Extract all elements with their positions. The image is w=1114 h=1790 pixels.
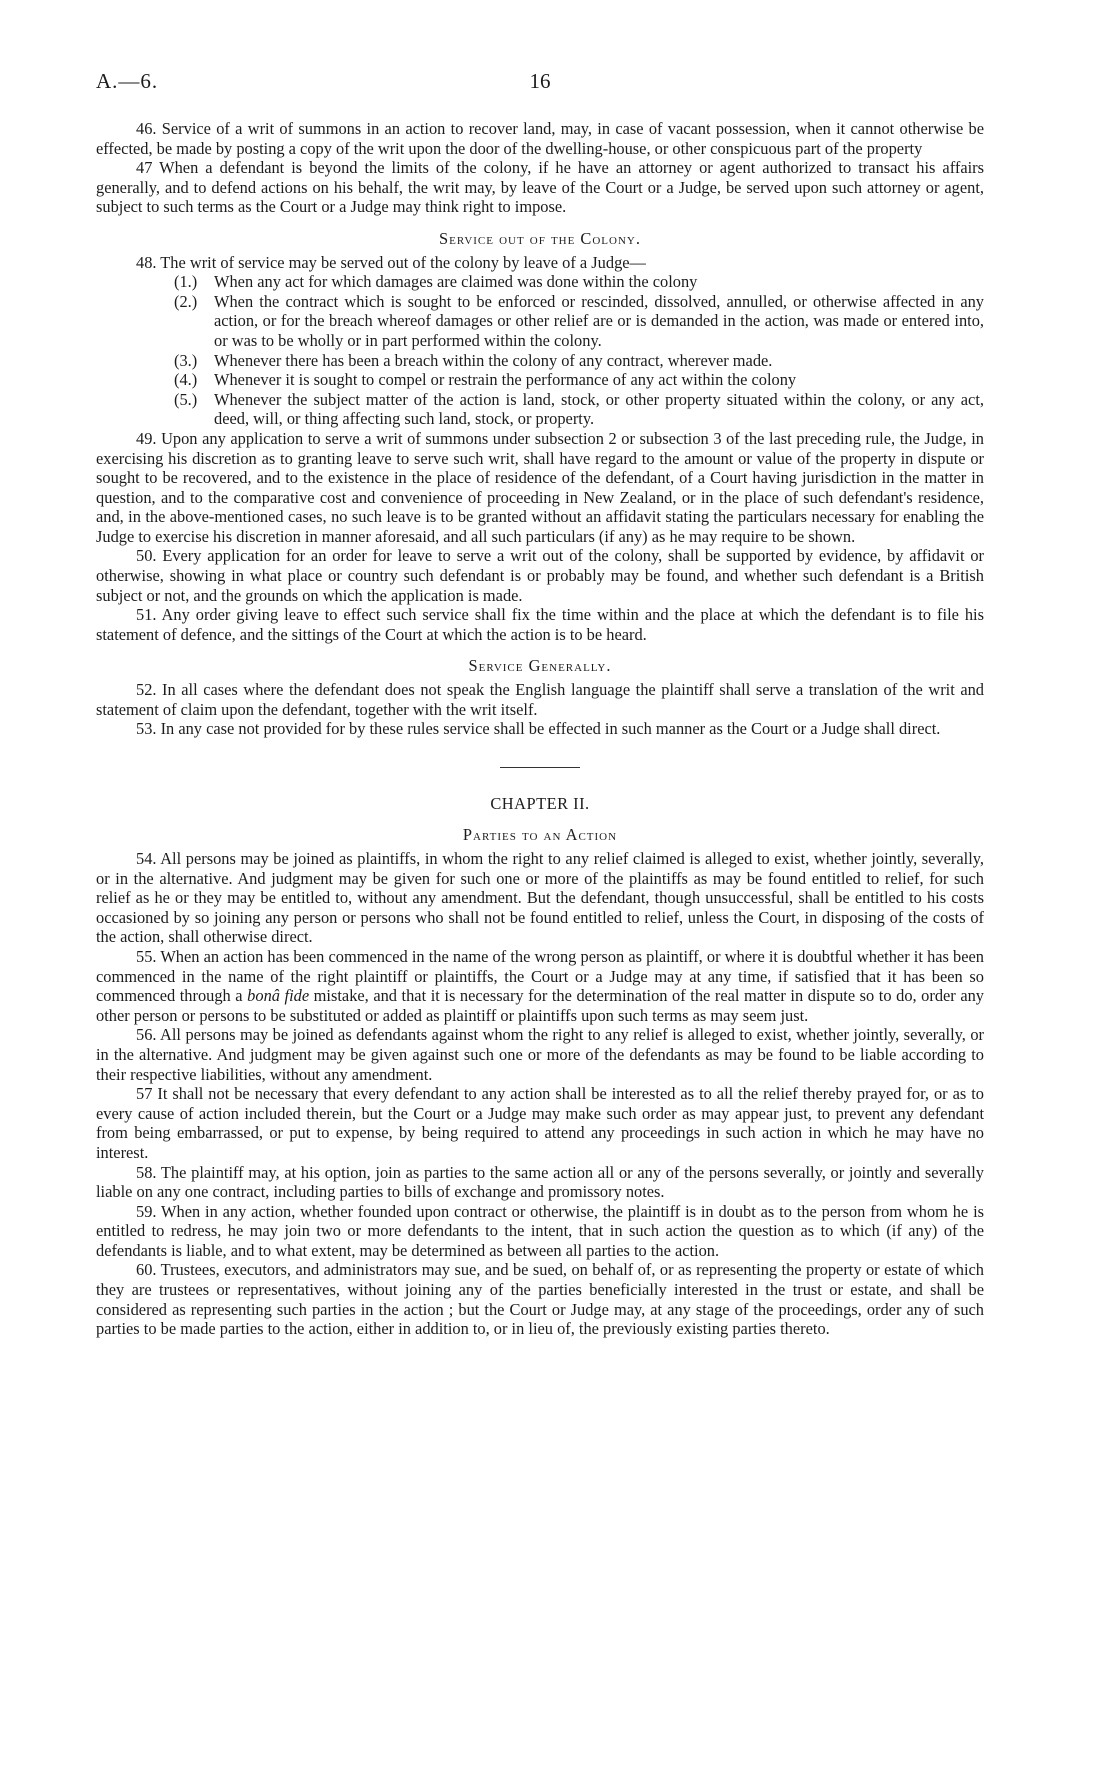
rule-59: 59. When in any action, whether founded upon contract or otherwise, the plaintiff is in doubt as to the person from whom he is entitled to redress, he may join two or more defendants to the intent, that in such action the question as to which (if any) of the defendants is liable, and to what extent, may be determined as between all parties to the action. <box>96 1201 984 1260</box>
page-header <box>96 69 984 98</box>
subsection-number: (5.) <box>174 389 198 409</box>
subsection-text: When the contract which is sought to be enforced or rescinded, dissolved, annulled, or otherwise affected in any action, or for the breach whereof damages or other relief are or is demanded in the action, was made or entered into, or was to be wholly or in part performed within the colony. <box>214 291 984 350</box>
rule-46: 46. Service of a writ of summons in an action to recover land, may, in case of vacant possession, when it cannot otherwise be effected, be made by posting a copy of the writ upon the door of the dwelling-house, or other conspicuous part of the property <box>96 119 984 158</box>
subsection-number: (3.) <box>174 350 198 370</box>
list-item <box>174 292 984 351</box>
rule-55-text-start: 55. When an action has been commenced in the name of the wrong person as plaintiff, or where it is doubtful whether it has been commenced in the name of the right plaintiff or plaintiffs, the Court or a Judge may at any time, if satisfied that it has been so commenced through a <box>96 946 984 1006</box>
rule-48-subsections <box>174 272 984 429</box>
list-item <box>174 272 984 292</box>
rule-52: 52. In all cases where the defendant does not speak the English language the plaintiff shall serve a translation of the writ and statement of claim upon the defendant, together with the writ itself. <box>96 680 984 719</box>
rule-58: 58. The plaintiff may, at his option, join as parties to the same action all or any of the persons severally, or jointly and severally liable on any one contract, including parties to bills of exchange and promissory notes. <box>96 1162 984 1202</box>
subsection-text: Whenever the subject matter of the action is land, stock, or other property situated within the colony, or any act, deed, will, or thing affecting such land, stock, or property. <box>214 389 984 429</box>
rule-49: 49. Upon any application to serve a writ of summons under subsection 2 or subsection 3 of the last preceding rule, the Judge, in exercising his discretion as to granting leave to serve such writ, shall have regard to the amount or value of the property in dispute or sought to be recovered, and to the existence in the place of residence of the defendant, of a Court having jurisdiction in the matter in question, and to the comparative cost and convenience of proceeding in New Zealand, or in the place of such defendant's residence, and, in the above-mentioned cases, no such leave is to be granted without an affidavit stating the particulars necessary for enabling the Judge to exercise his discretion in manner aforesaid, and all such particulars (if any) as he may require to be shown. <box>96 428 984 546</box>
subsection-text: Whenever there has been a breach within the colony of any contract, wherever made. <box>214 350 773 370</box>
section-heading-parties-to-an-action: Parties to an Action <box>462 825 618 845</box>
rule-55 <box>96 947 984 1025</box>
section-divider <box>500 767 580 768</box>
rule-51: 51. Any order giving leave to effect such service shall fix the time within and the place at which the defendant is to file his statement of defence, and the sittings of the Court at which the action is to be heard. <box>96 605 984 644</box>
rule-54: 54. All persons may be joined as plaintiffs, in whom the right to any relief claimed is alleged to exist, whether jointly, severally, or in the alternative. And judgment may be given for such one or more of the plaintiffs as may be found entitled to relief, for such relief as he or they may be entitled to, without any amendment. But the defendant, though unsuccessful, shall be entitled to his costs occasioned by so joining any person or persons who shall not be found entitled to relief, unless the Court, in disposing of the costs of the action, shall otherwise direct. <box>96 849 984 947</box>
rule-47: 47 When a defendant is beyond the limits of the colony, if he have an attorney or agent authorized to transact his affairs generally, and to defend actions on his behalf, the writ may, by leave of the Court or a Judge, be served upon such attorney or agent, subject to such terms as the Court or a Judge may think right to impose. <box>96 158 984 217</box>
subsection-text: When any act for which damages are claimed was done within the colony <box>214 272 698 292</box>
rule-55-italic-phrase: bonâ fide <box>247 986 310 1006</box>
list-item <box>174 390 984 429</box>
page-body <box>96 119 984 1339</box>
rule-50: 50. Every application for an order for leave to serve a writ out of the colony, shall be supported by evidence, by affidavit or otherwise, showing in what place or country such defendant is or probably may be found, and whether such defendant is a British subject or not, and the grounds on which the application is made. <box>96 546 984 605</box>
section-heading-service-out-of-colony: Service out of the Colony. <box>439 228 641 248</box>
page-number: 16 <box>529 69 551 93</box>
section-heading-service-generally: Service Generally. <box>468 656 612 676</box>
rule-55-text-end: mistake, and that it is necessary for the determination of the real matter in dispute so to do, order any other person or persons to be substituted or added as plaintiff or plaintiffs upon such terms as may seem just. <box>96 986 984 1025</box>
chapter-title: CHAPTER II. <box>490 793 590 813</box>
sessional-paper-reference: A.—6. <box>96 69 159 93</box>
subsection-number: (1.) <box>174 272 198 292</box>
rule-56: 56. All persons may be joined as defendants against whom the right to any relief is alleged to exist, whether jointly, severally, or in the alternative. And judgment may be given against such one or more of the defendants as may be found to be liable according to their respective liabilities, without any amendment. <box>96 1025 984 1084</box>
rule-53: 53. In any case not provided for by these rules service shall be effected in such manner as the Court or a Judge shall direct. <box>136 719 941 739</box>
list-item <box>174 370 984 390</box>
subsection-text: Whenever it is sought to compel or restrain the performance of any act within the colony <box>214 370 797 390</box>
rule-48: 48. The writ of service may be served out of the colony by leave of a Judge— <box>136 252 646 272</box>
list-item <box>174 351 984 371</box>
rule-57: 57 It shall not be necessary that every defendant to any action shall be interested as to all the relief thereby prayed for, or as to every cause of action included therein, but the Court or a Judge may make such order as may appear just, to prevent any defendant from being embarrassed, or put to expense, by being required to attend any proceedings in such action in which he may have no interest. <box>96 1084 984 1162</box>
subsection-number: (2.) <box>174 291 198 311</box>
rule-60: 60. Trustees, executors, and administrators may sue, and be sued, on behalf of, or as representing the property or estate of which they are trustees or representatives, without joining any of the parties beneficially interested in the trust or estate, and shall be considered as representing such parties in the action ; but the Court or Judge may, at any stage of the proceedings, order any of such parties to be made parties to the action, either in addition to, or in lieu of, the previously existing parties thereto. <box>96 1260 984 1339</box>
subsection-number: (4.) <box>174 370 198 390</box>
